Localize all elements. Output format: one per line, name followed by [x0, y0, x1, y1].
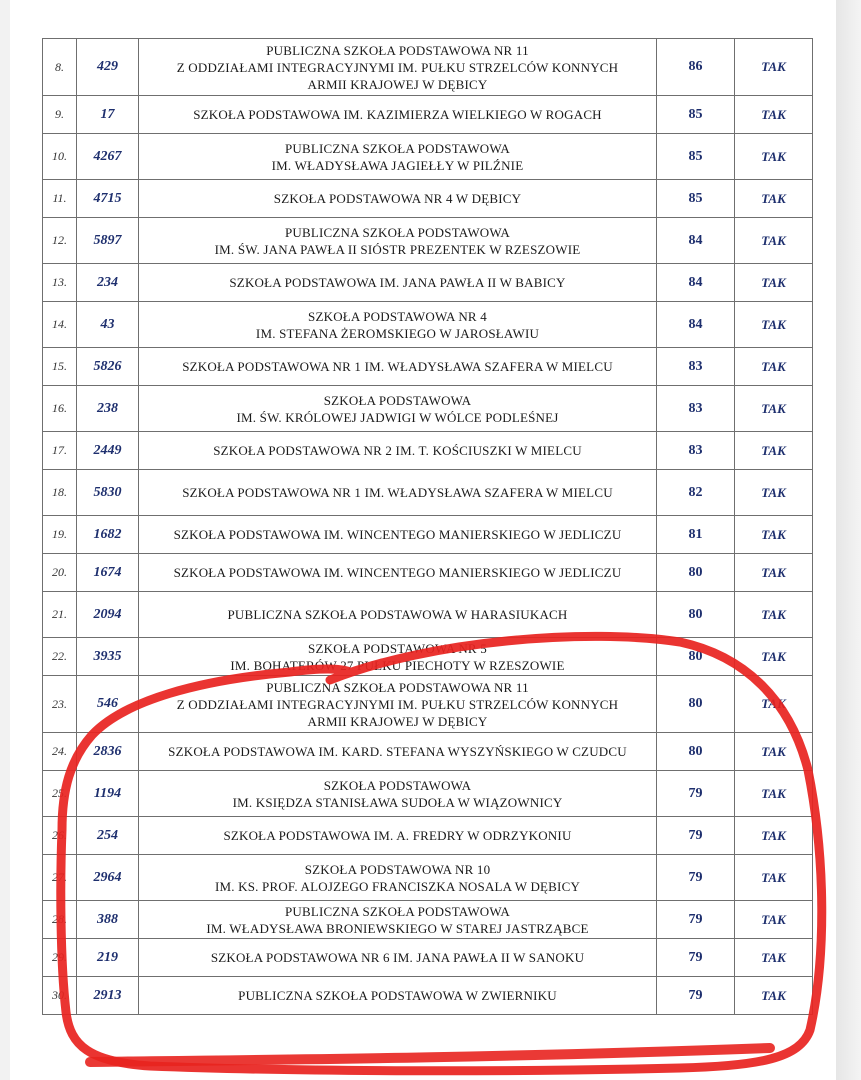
school-name-line: SZKOŁA PODSTAWOWA IM. WINCENTEGO MANIERSKIEGO W JEDLICZU — [173, 565, 622, 580]
school-name-line: ARMII KRAJOWEJ W DĘBICY — [307, 713, 488, 729]
school-name-line: SZKOŁA PODSTAWOWA IM. JANA PAWŁA II W BABICY — [229, 275, 566, 290]
school-code: 3935 — [77, 638, 139, 676]
table-row — [43, 180, 813, 218]
school-name-line: PUBLICZNA SZKOŁA PODSTAWOWA NR 11 — [266, 679, 529, 695]
table-row — [43, 96, 813, 134]
table-row — [43, 386, 813, 432]
school-code: 5826 — [77, 348, 139, 386]
school-name-line: SZKOŁA PODSTAWOWA — [323, 392, 472, 408]
score-value: 79 — [657, 771, 735, 817]
school-code: 43 — [77, 302, 139, 348]
school-name-line: IM. BOHATERÓW 27 PUŁKU PIECHOTY W RZESZOWIE — [230, 657, 565, 673]
school-name — [139, 134, 657, 180]
school-code: 4715 — [77, 180, 139, 218]
row-number: 28. — [43, 901, 77, 939]
school-ranking-table — [42, 38, 813, 1015]
row-number: 21. — [43, 592, 77, 638]
school-name-line: PUBLICZNA SZKOŁA PODSTAWOWA — [284, 903, 511, 919]
row-number: 14. — [43, 302, 77, 348]
table-row — [43, 771, 813, 817]
score-value: 79 — [657, 939, 735, 977]
row-number: 30. — [43, 977, 77, 1015]
score-value: 81 — [657, 516, 735, 554]
score-value: 85 — [657, 96, 735, 134]
school-name — [139, 817, 657, 855]
school-name — [139, 855, 657, 901]
school-name-line: SZKOŁA PODSTAWOWA NR 4 — [308, 308, 487, 324]
row-number: 22. — [43, 638, 77, 676]
score-value: 79 — [657, 977, 735, 1015]
school-code: 1194 — [77, 771, 139, 817]
school-name — [139, 638, 657, 676]
qualification-status: TAK — [735, 134, 813, 180]
table-row — [43, 348, 813, 386]
school-name-line: IM. KS. PROF. ALOJZEGO FRANCISZKA NOSALA W DĘBICY — [214, 878, 581, 894]
row-number: 19. — [43, 516, 77, 554]
school-name-line: IM. ŚW. JANA PAWŁA II SIÓSTR PREZENTEK W RZESZOWIE — [214, 241, 581, 257]
table-row — [43, 638, 813, 676]
qualification-status: TAK — [735, 39, 813, 96]
school-name — [139, 386, 657, 432]
row-number: 8. — [43, 39, 77, 96]
school-code: 2913 — [77, 977, 139, 1015]
table-row — [43, 39, 813, 96]
school-name-line: PUBLICZNA SZKOŁA PODSTAWOWA — [284, 224, 511, 240]
qualification-status: TAK — [735, 218, 813, 264]
qualification-status: TAK — [735, 302, 813, 348]
school-code: 2836 — [77, 733, 139, 771]
table-row — [43, 264, 813, 302]
qualification-status: TAK — [735, 386, 813, 432]
score-value: 82 — [657, 470, 735, 516]
school-name — [139, 771, 657, 817]
school-code: 546 — [77, 676, 139, 733]
qualification-status: TAK — [735, 592, 813, 638]
school-name-line: SZKOŁA PODSTAWOWA NR 6 IM. JANA PAWŁA II W SANOKU — [210, 950, 585, 965]
row-number: 20. — [43, 554, 77, 592]
row-number: 26. — [43, 817, 77, 855]
row-number: 16. — [43, 386, 77, 432]
school-name-line: PUBLICZNA SZKOŁA PODSTAWOWA — [284, 140, 511, 156]
score-value: 80 — [657, 554, 735, 592]
qualification-status: TAK — [735, 264, 813, 302]
score-value: 80 — [657, 676, 735, 733]
row-number: 29. — [43, 939, 77, 977]
school-name — [139, 264, 657, 302]
table-row — [43, 855, 813, 901]
table-row — [43, 733, 813, 771]
qualification-status: TAK — [735, 901, 813, 939]
school-name — [139, 432, 657, 470]
school-name-line: SZKOŁA PODSTAWOWA NR 1 IM. WŁADYSŁAWA SZAFERA W MIELCU — [182, 485, 613, 500]
row-number: 15. — [43, 348, 77, 386]
school-code: 2964 — [77, 855, 139, 901]
row-number: 13. — [43, 264, 77, 302]
school-name — [139, 977, 657, 1015]
qualification-status: TAK — [735, 817, 813, 855]
table-row — [43, 939, 813, 977]
table-row — [43, 901, 813, 939]
school-name-line: SZKOŁA PODSTAWOWA — [323, 777, 472, 793]
school-name-line: SZKOŁA PODSTAWOWA NR 10 — [304, 861, 491, 877]
school-code: 429 — [77, 39, 139, 96]
school-name — [139, 939, 657, 977]
school-code: 5897 — [77, 218, 139, 264]
school-name-line: SZKOŁA PODSTAWOWA NR 2 IM. T. KOŚCIUSZKI W MIELCU — [213, 443, 582, 458]
school-code: 2449 — [77, 432, 139, 470]
score-value: 84 — [657, 302, 735, 348]
school-name-line: SZKOŁA PODSTAWOWA NR 5 — [308, 640, 487, 656]
school-code: 238 — [77, 386, 139, 432]
school-name — [139, 676, 657, 733]
qualification-status: TAK — [735, 855, 813, 901]
row-number: 24. — [43, 733, 77, 771]
school-name-line: PUBLICZNA SZKOŁA PODSTAWOWA W ZWIERNIKU — [238, 988, 557, 1003]
score-value: 84 — [657, 218, 735, 264]
school-name-line: SZKOŁA PODSTAWOWA NR 4 W DĘBICY — [273, 191, 522, 206]
score-value: 83 — [657, 348, 735, 386]
school-name — [139, 348, 657, 386]
qualification-status: TAK — [735, 676, 813, 733]
score-value: 85 — [657, 134, 735, 180]
school-code: 4267 — [77, 134, 139, 180]
qualification-status: TAK — [735, 939, 813, 977]
table-row — [43, 817, 813, 855]
school-name-line: SZKOŁA PODSTAWOWA IM. WINCENTEGO MANIERSKIEGO W JEDLICZU — [173, 527, 622, 542]
school-name — [139, 901, 657, 939]
school-code: 254 — [77, 817, 139, 855]
school-name — [139, 39, 657, 96]
table-row — [43, 302, 813, 348]
row-number: 27. — [43, 855, 77, 901]
row-number: 12. — [43, 218, 77, 264]
table-row — [43, 977, 813, 1015]
row-number: 17. — [43, 432, 77, 470]
table-row — [43, 432, 813, 470]
school-name-line: PUBLICZNA SZKOŁA PODSTAWOWA NR 11 — [266, 42, 529, 58]
school-code: 17 — [77, 96, 139, 134]
school-code: 234 — [77, 264, 139, 302]
school-name-line: SZKOŁA PODSTAWOWA IM. KAZIMIERZA WIELKIEGO W ROGACH — [193, 107, 602, 122]
qualification-status: TAK — [735, 96, 813, 134]
score-value: 80 — [657, 638, 735, 676]
score-value: 79 — [657, 817, 735, 855]
school-name-line: IM. STEFANA ŻEROMSKIEGO W JAROSŁAWIU — [255, 325, 540, 341]
qualification-status: TAK — [735, 554, 813, 592]
page-edge-shadow — [836, 0, 861, 1080]
qualification-status: TAK — [735, 470, 813, 516]
school-name-line: SZKOŁA PODSTAWOWA IM. KARD. STEFANA WYSZYŃSKIEGO W CZUDCU — [168, 744, 627, 759]
school-name-line: SZKOŁA PODSTAWOWA NR 1 IM. WŁADYSŁAWA SZAFERA W MIELCU — [182, 359, 613, 374]
row-number: 10. — [43, 134, 77, 180]
school-name-line: SZKOŁA PODSTAWOWA IM. A. FREDRY W ODRZYKONIU — [223, 828, 572, 843]
qualification-status: TAK — [735, 771, 813, 817]
qualification-status: TAK — [735, 977, 813, 1015]
table-body — [43, 39, 813, 1015]
school-name-line: IM. WŁADYSŁAWA JAGIEŁŁY W PILŹNIE — [271, 157, 524, 173]
school-name-line: IM. KSIĘDZA STANISŁAWA SUDOŁA W WIĄZOWNICY — [232, 794, 563, 810]
school-name-line: ARMII KRAJOWEJ W DĘBICY — [307, 76, 488, 92]
school-name — [139, 592, 657, 638]
row-number: 18. — [43, 470, 77, 516]
school-name-line: PUBLICZNA SZKOŁA PODSTAWOWA W HARASIUKACH — [227, 607, 568, 622]
school-name — [139, 302, 657, 348]
score-value: 80 — [657, 592, 735, 638]
score-value: 79 — [657, 901, 735, 939]
row-number: 11. — [43, 180, 77, 218]
school-name — [139, 96, 657, 134]
school-name — [139, 516, 657, 554]
school-code: 388 — [77, 901, 139, 939]
row-number: 23. — [43, 676, 77, 733]
school-code: 1682 — [77, 516, 139, 554]
school-code: 2094 — [77, 592, 139, 638]
school-name — [139, 180, 657, 218]
table-row — [43, 676, 813, 733]
school-code: 219 — [77, 939, 139, 977]
table-row — [43, 592, 813, 638]
school-code: 1674 — [77, 554, 139, 592]
table-row — [43, 516, 813, 554]
qualification-status: TAK — [735, 516, 813, 554]
table-row — [43, 470, 813, 516]
table-row — [43, 554, 813, 592]
score-value: 86 — [657, 39, 735, 96]
school-name — [139, 470, 657, 516]
school-name — [139, 218, 657, 264]
score-value: 83 — [657, 386, 735, 432]
score-value: 80 — [657, 733, 735, 771]
table-row — [43, 134, 813, 180]
school-name — [139, 733, 657, 771]
qualification-status: TAK — [735, 432, 813, 470]
row-number: 25. — [43, 771, 77, 817]
score-value: 84 — [657, 264, 735, 302]
qualification-status: TAK — [735, 733, 813, 771]
table-row — [43, 218, 813, 264]
qualification-status: TAK — [735, 638, 813, 676]
school-code: 5830 — [77, 470, 139, 516]
school-name-line: Z ODDZIAŁAMI INTEGRACYJNYMI IM. PUŁKU STRZELCÓW KONNYCH — [176, 59, 619, 75]
score-value: 85 — [657, 180, 735, 218]
school-name-line: IM. WŁADYSŁAWA BRONIEWSKIEGO W STAREJ JASTRZĄBCE — [206, 920, 589, 936]
school-name-line: IM. ŚW. KRÓLOWEJ JADWIGI W WÓLCE PODLEŚNEJ — [236, 409, 559, 425]
qualification-status: TAK — [735, 180, 813, 218]
row-number: 9. — [43, 96, 77, 134]
school-name-line: Z ODDZIAŁAMI INTEGRACYJNYMI IM. PUŁKU STRZELCÓW KONNYCH — [176, 696, 619, 712]
qualification-status: TAK — [735, 348, 813, 386]
score-value: 83 — [657, 432, 735, 470]
school-name — [139, 554, 657, 592]
score-value: 79 — [657, 855, 735, 901]
